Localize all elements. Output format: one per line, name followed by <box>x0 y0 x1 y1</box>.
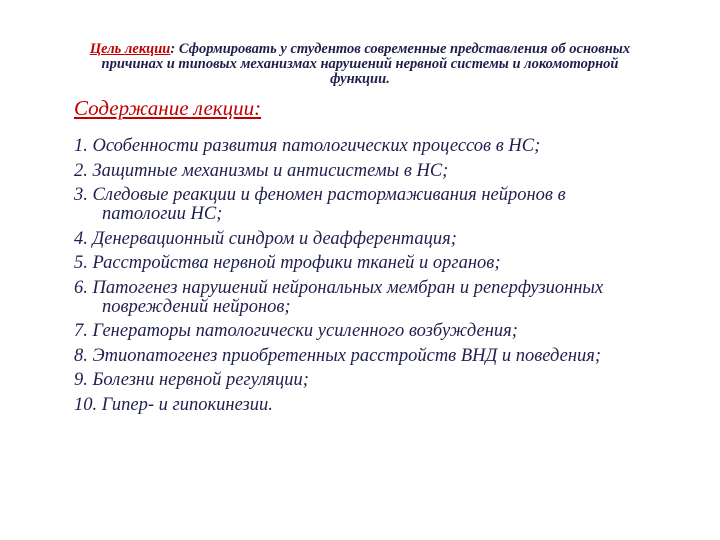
content-list <box>74 137 654 420</box>
lecture-goal <box>70 42 650 87</box>
list-item: 4. Денервационный синдром и деафферентация; <box>74 228 457 249</box>
list-item: 8. Этиопатогенез приобретенных расстройств ВНД и поведения; <box>74 345 602 366</box>
lecture-goal-label: Цель лекции <box>89 41 171 57</box>
list-item: 1. Особенности развития патологических процессов в НС; <box>74 136 541 156</box>
lecture-goal-text: Сформировать у студентов современные представления об основных причинах и типовых механизмах нарушений нервной системы и локомоторной функции. <box>101 41 631 87</box>
list-item: 10. Гипер- и гипокинезии. <box>74 394 273 415</box>
list-item: 6. Патогенез нарушений нейрональных мембран и реперфузионных повреждений нейронов; <box>74 277 604 317</box>
list-item: 7. Генераторы патологически усиленного возбуждения; <box>74 321 518 341</box>
list-item: 3. Следовые реакции и феномен растормаживания нейронов в патологии НС; <box>74 185 566 224</box>
list-item: 2. Защитные механизмы и антисистемы в НС; <box>74 160 449 181</box>
list-item: 5. Расстройства нервной трофики тканей и органов; <box>74 253 501 273</box>
lecture-goal-colon: : <box>170 41 176 57</box>
content-title: Содержание лекции: <box>74 96 262 120</box>
list-item: 9. Болезни нервной регуляции; <box>74 370 309 390</box>
